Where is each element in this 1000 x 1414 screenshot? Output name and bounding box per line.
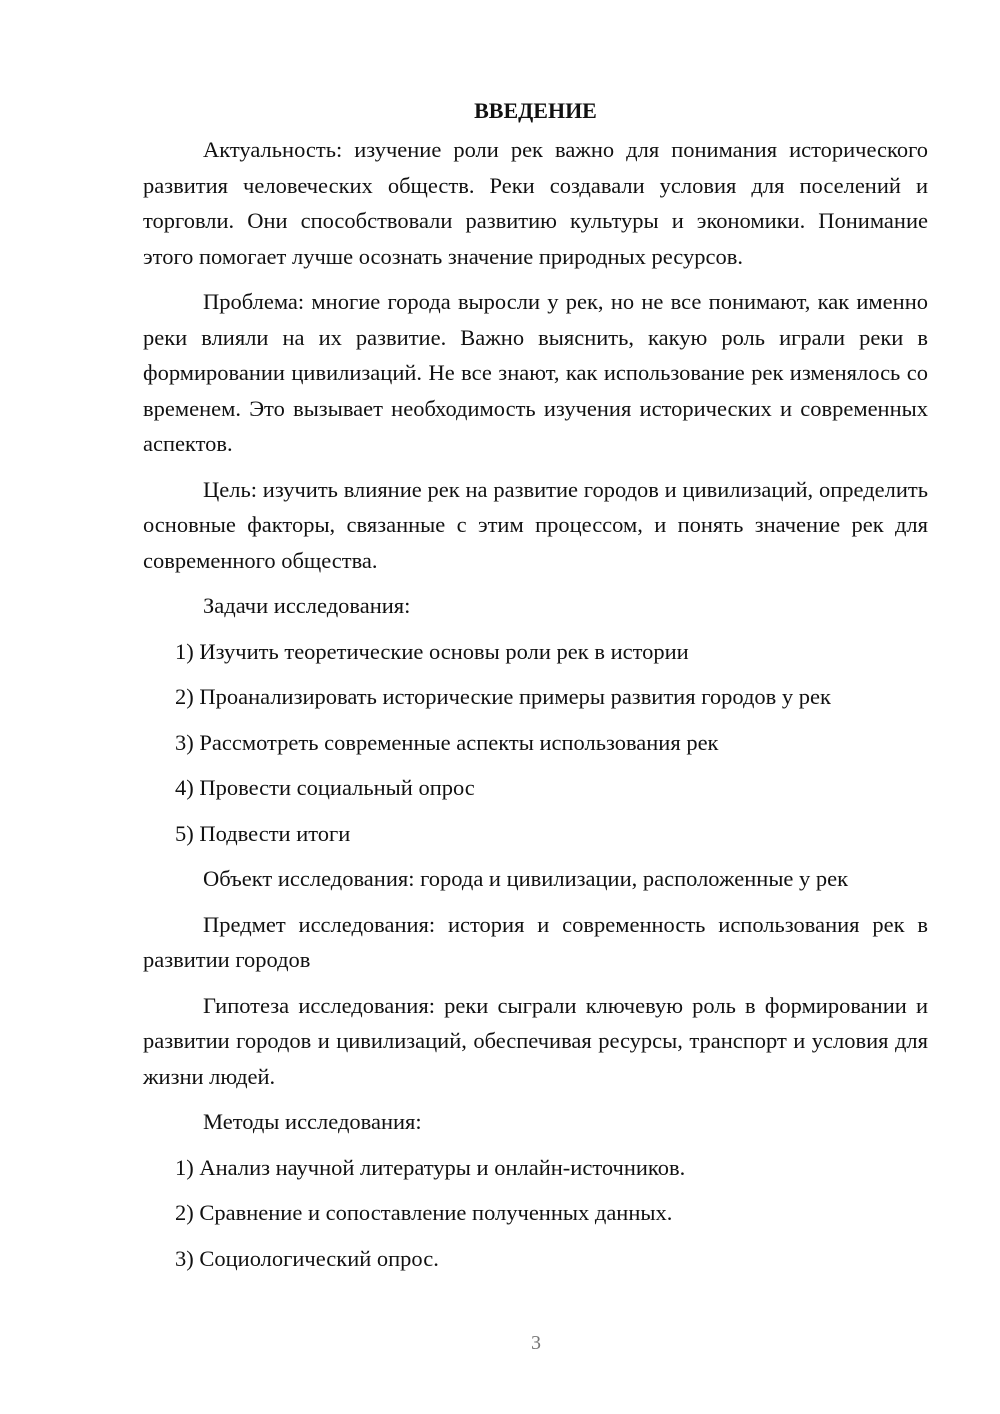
list-item: 1) Анализ научной литературы и онлайн-источников. [175,1154,686,1180]
document-page [143,92,928,1286]
methods-list [143,1150,928,1277]
object-paragraph: Объект исследования: города и цивилизации, расположенные у рек [203,866,849,891]
goal-paragraph: Цель: изучить влияние рек на развитие городов и цивилизаций, определить основные факторы, связанные с этим процессом, и понять значение рек для современного общества. [143,476,928,573]
section-heading: ВВЕДЕНИЕ [474,98,597,123]
methods-title: Методы исследования: [203,1109,422,1134]
list-item: 2) Сравнение и сопоставление полученных данных. [175,1200,673,1225]
list-item: 3) Рассмотреть современные аспекты использования рек [175,729,719,755]
list-item: 1) Изучить теоретические основы роли рек в истории [175,638,689,664]
page-number: 3 [531,1332,541,1354]
list-item: 3) Социологический опрос. [175,1245,439,1271]
list-item: 5) Подвести итоги [175,820,351,846]
tasks-title: Задачи исследования: [203,593,411,618]
list-item: 4) Провести социальный опрос [175,775,475,800]
problem-paragraph: Проблема: многие города выросли у рек, но не все понимают, как именно реки влияли на их развитие. Важно выяснить, какую роль играли реки в формировании цивилизаций. Не все знают, как использование рек изменялось со временем. Это вызывает необходимость изучения исторических и современных аспектов. [143,289,928,456]
subject-paragraph: Предмет исследования: история и современность использования рек в развитии городов [143,911,928,972]
hypothesis-paragraph: Гипотеза исследования: реки сыграли ключевую роль в формировании и развитии городов и цивилизаций, обеспечивая ресурсы, транспорт и условия для жизни людей. [143,992,928,1089]
relevance-paragraph: Актуальность: изучение роли рек важно для понимания исторического развития человеческих обществ. Реки создавали условия для поселений и торговли. Они способствовали развитию культуры и экономики. Понимание этого помогает лучше осознать значение природных ресурсов. [143,137,928,269]
tasks-list [143,634,928,852]
list-item: 2) Проанализировать исторические примеры развития городов у рек [175,684,831,709]
